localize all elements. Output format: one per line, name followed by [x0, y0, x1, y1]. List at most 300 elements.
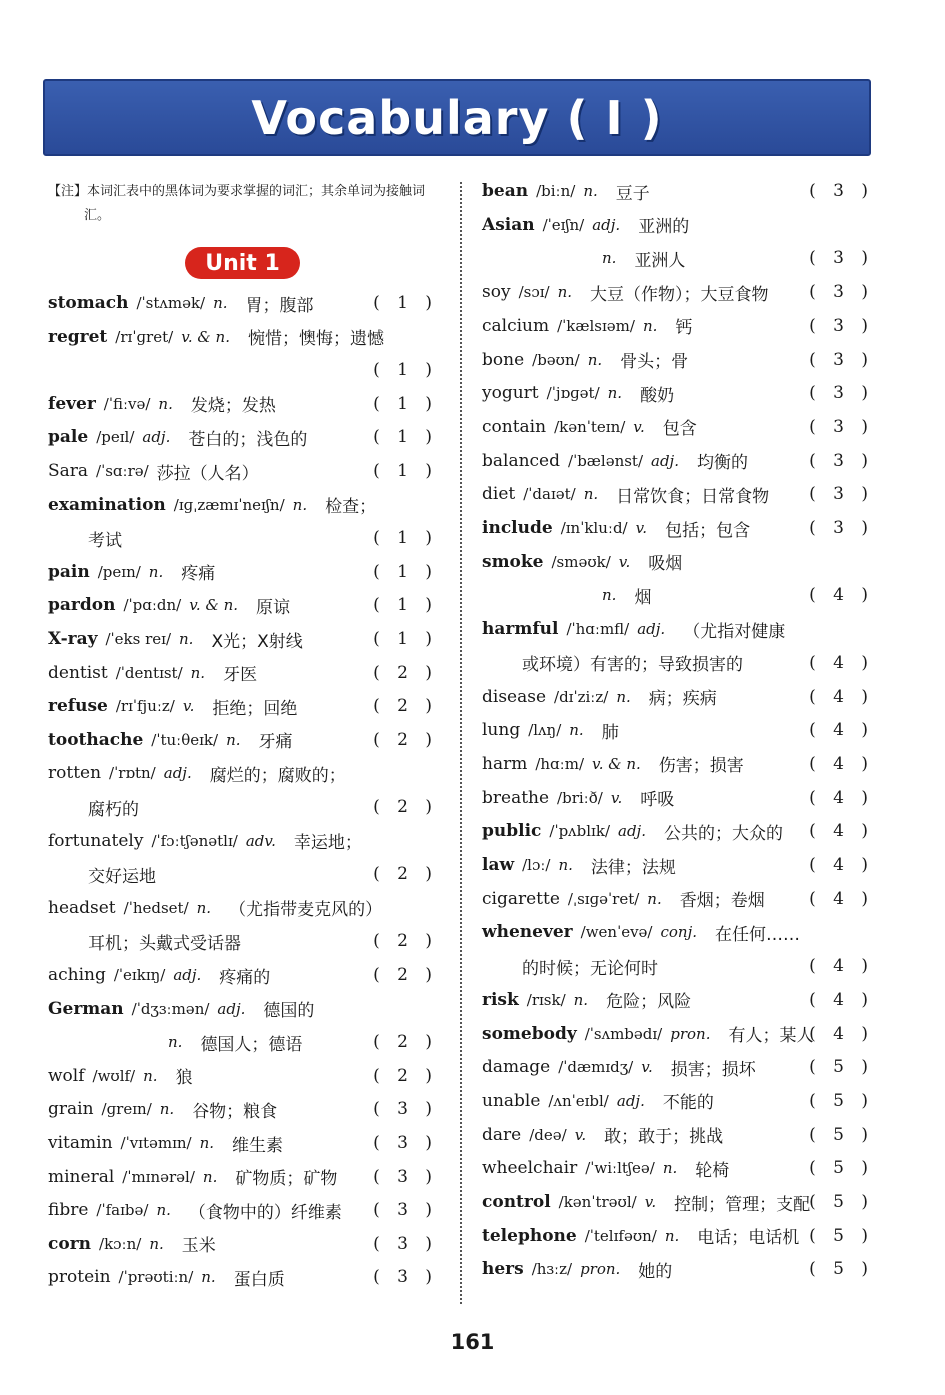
vocab-meaning: 幸运地；: [293, 833, 362, 854]
vocab-unit-ref: ( 1 ): [373, 528, 438, 549]
vocab-meaning: 包括；包含: [665, 520, 751, 541]
vocab-phonetic: /ˈprəʊtiːn/: [118, 1268, 194, 1287]
note-text: 【注】本词汇表中的黑体词为要求掌握的词汇；其余单词为接触词汇。: [48, 184, 426, 223]
vocab-meaning: 在任何……: [715, 924, 800, 945]
vocab-pos: adj.: [163, 764, 192, 783]
vocab-phonetic: /ˈrɒtn/: [109, 764, 156, 783]
vocab-phonetic: /ˈpʌblɪk/: [549, 822, 610, 841]
vocab-unit-ref: ( 4 ): [809, 821, 874, 842]
vocab-unit-ref: ( 5 ): [809, 1124, 874, 1145]
vocab-pos: v.: [618, 552, 631, 571]
vocab-pos: v.: [182, 697, 195, 716]
vocab-meaning: 均衡的: [696, 453, 748, 474]
vocab-phonetic: /lɔː/: [522, 856, 551, 874]
vocab-row: [482, 648, 874, 678]
vocab-phonetic: /ˈdaɪət/: [523, 485, 576, 504]
vocab-row: [482, 513, 874, 543]
vocab-pos: n.: [158, 394, 173, 413]
vocab-meaning: 腐烂的；腐败的；: [209, 765, 346, 786]
vocab-pos: n.: [226, 730, 241, 749]
vocab-meaning: 亚洲人: [634, 250, 686, 271]
vocab-pos: n.: [607, 384, 623, 403]
vocab-word: aching: [48, 965, 106, 985]
vocab-row: [482, 311, 874, 341]
vocab-phonetic: /ˈjɒɡət/: [546, 384, 600, 403]
vocab-word: control: [482, 1192, 551, 1212]
vocab-meaning: 亚洲的: [638, 217, 690, 238]
vocab-phonetic: /rɪˈɡret/: [115, 327, 174, 346]
title-banner: [43, 79, 871, 156]
vocab-unit-ref: ( 1 ): [373, 595, 438, 616]
vocab-word: headset: [48, 897, 116, 918]
vocab-phonetic: /sməʊk/: [551, 552, 611, 571]
vocab-word: Asian: [482, 214, 535, 235]
vocab-meaning: 法律；法规: [590, 857, 676, 878]
vocab-row: [48, 288, 438, 318]
vocab-row: [482, 850, 874, 880]
vocab-meaning: 酸奶: [640, 385, 675, 406]
vocab-phonetic: /ˈstʌmək/: [136, 294, 206, 312]
vocab-pos: v.: [610, 788, 623, 807]
vocab-meaning: 矿物质；矿物: [235, 1169, 338, 1190]
vocab-word: smoke: [482, 551, 544, 572]
vocab-phonetic: /ˈkælsɪəm/: [557, 316, 635, 335]
vocab-phonetic: /sɔɪ/: [518, 283, 550, 302]
vocab-phonetic: /hɜːz/: [531, 1260, 573, 1279]
vocab-phonetic: /bəʊn/: [532, 350, 580, 369]
vocab-word: rotten: [48, 763, 102, 784]
vocab-phonetic: /ˈvɪtəmɪn/: [120, 1134, 192, 1152]
vocab-meaning: 呼吸: [640, 790, 675, 811]
vocab-unit-ref: ( 2 ): [373, 864, 438, 885]
vocab-meaning: 钙: [675, 318, 693, 339]
vocab-row: [482, 951, 874, 981]
vocab-word: bean: [482, 181, 529, 201]
vocab-word: vitamin: [48, 1133, 113, 1153]
vocab-word: damage: [482, 1057, 551, 1078]
vocab-row: [482, 816, 874, 846]
vocab-row: [48, 355, 438, 385]
vocab-row: [482, 884, 874, 914]
vocab-pos: n.: [662, 1159, 678, 1178]
vocab-pos: n.: [199, 1134, 215, 1152]
vocab-word: somebody: [482, 1023, 577, 1044]
vocab-word: Sara: [48, 461, 89, 481]
vocab-word: mineral: [48, 1166, 115, 1187]
vocab-word: fortunately: [48, 830, 144, 851]
vocab-pos: conj.: [660, 923, 697, 942]
vocab-pos: n.: [159, 1100, 175, 1119]
vocab-unit-ref: ( 5 ): [809, 1057, 874, 1078]
vocab-word: dare: [482, 1124, 522, 1145]
vocab-word: examination: [48, 494, 166, 515]
vocab-unit-ref: ( 4 ): [809, 787, 874, 808]
vocab-unit-ref: ( 2 ): [373, 662, 438, 683]
vocab-meaning: 莎拉（人名）: [156, 463, 259, 484]
vocab-pos: n.: [201, 1268, 216, 1287]
vocab-phonetic: /ˈfiːvə/: [103, 394, 151, 413]
vocab-row: [48, 758, 438, 788]
vocab-phonetic: /ˈhedset/: [123, 898, 189, 917]
vocab-word: telephone: [482, 1225, 577, 1246]
vocab-row: [482, 749, 874, 779]
vocab-word: calcium: [482, 315, 550, 336]
vocab-meaning: 蛋白质: [233, 1269, 285, 1290]
vocab-pos: n.: [647, 889, 662, 908]
vocab-row: [48, 1061, 438, 1091]
vocab-meaning: 损害；损坏: [670, 1059, 756, 1080]
vocab-unit-ref: ( 5 ): [809, 1158, 874, 1179]
vocab-row: [48, 826, 438, 856]
column-divider: [460, 182, 462, 1304]
vocab-word: lung: [482, 720, 521, 741]
vocab-unit-ref: ( 4 ): [809, 686, 874, 707]
vocab-phonetic: /wenˈevə/: [580, 923, 653, 942]
vocab-row: [48, 960, 438, 990]
vocab-meaning: 拒绝；回绝: [212, 698, 298, 719]
vocab-phonetic: /briːð/: [557, 788, 603, 807]
vocab-phonetic: /deə/: [529, 1125, 567, 1144]
page-number: 161: [450, 1330, 495, 1354]
vocab-unit-ref: ( 5 ): [809, 1192, 874, 1212]
vocab-meaning: 维生素: [232, 1135, 284, 1156]
vocab-pos: adj.: [618, 822, 646, 841]
vocab-meaning: 吸烟: [648, 554, 683, 575]
vocab-phonetic: /peɪl/: [96, 428, 135, 447]
vocab-row: [48, 322, 438, 352]
vocab-meaning: 或环境）有害的；导致损害的: [522, 655, 743, 676]
vocab-unit-ref: ( 4 ): [809, 753, 874, 774]
vocab-unit-ref: ( 2 ): [373, 965, 438, 985]
vocab-meaning: 考试: [88, 530, 122, 551]
vocab-word: whenever: [482, 922, 573, 943]
vocab-row: [482, 277, 874, 307]
vocab-pos: n.: [148, 562, 164, 581]
vocab-pos: n.: [156, 1201, 171, 1220]
vocab-pos: n.: [292, 495, 308, 514]
vocab-row: [48, 994, 438, 1024]
vocab-phonetic: /ˈwiːltʃeə/: [585, 1159, 655, 1178]
vocab-word: pardon: [48, 595, 116, 616]
vocab-meaning: 敢；敢于；挑战: [604, 1127, 724, 1148]
vocab-unit-ref: ( 1 ): [373, 393, 438, 414]
vocab-unit-ref: ( 1 ): [373, 293, 438, 313]
vocab-meaning: 不能的: [662, 1093, 714, 1114]
vocab-unit-ref: ( 3 ): [809, 450, 874, 471]
vocab-word: yogurt: [482, 383, 539, 404]
vocab-pos: n.: [642, 316, 658, 335]
vocab-pos: n.: [616, 687, 631, 706]
vocab-word: protein: [48, 1267, 111, 1288]
vocab-pos: n.: [179, 630, 194, 648]
vocab-phonetic: /biːn/: [536, 182, 576, 200]
vocab-phonetic: /ˈeɪkɪŋ/: [113, 966, 166, 984]
vocab-row: [482, 1086, 874, 1116]
vocab-pos: adj.: [592, 215, 621, 234]
unit-badge: Unit 1: [185, 247, 300, 279]
vocab-meaning: 大豆（作物）；大豆食物: [590, 284, 769, 305]
vocab-row: [48, 590, 438, 620]
vocab-phonetic: /ˈdæmɪdʒ/: [558, 1058, 634, 1077]
vocab-unit-ref: ( 5 ): [809, 1090, 874, 1111]
vocab-row: [482, 715, 874, 745]
vocab-pos: v.: [633, 417, 645, 436]
vocab-phonetic: /ˈpɑːdn/: [123, 596, 182, 615]
vocab-pos: v.: [641, 1058, 653, 1077]
vocab-unit-ref: ( 3 ): [373, 1233, 438, 1254]
vocab-row: [48, 893, 438, 923]
vocab-meaning: 有人；某人: [728, 1026, 814, 1046]
vocab-unit-ref: ( 4 ): [809, 855, 874, 875]
vocab-phonetic: /ɡreɪn/: [101, 1100, 152, 1119]
vocab-word: X-ray: [48, 629, 98, 649]
vocab-unit-ref: ( 2 ): [373, 1032, 438, 1053]
vocab-phonetic: /ˈmɪnərəl/: [122, 1167, 195, 1186]
vocab-row: [482, 446, 874, 476]
vocab-pos: n.: [168, 1033, 183, 1052]
vocab-meaning: 公共的；大众的: [663, 823, 783, 844]
vocab-pos: n.: [587, 350, 603, 369]
vocab-meaning: 狼: [175, 1068, 193, 1089]
vocab-row: [48, 389, 438, 419]
vocab-phonetic: /ˈsɑːrə/: [96, 462, 149, 480]
vocab-row: [482, 243, 874, 273]
vocab-row: [482, 1221, 874, 1251]
vocab-row: [48, 1262, 438, 1292]
vocab-phonetic: /kənˈteɪn/: [554, 417, 626, 436]
vocab-row: [48, 1094, 438, 1124]
vocab-phonetic: /peɪn/: [97, 562, 141, 581]
vocab-pos: v. & n.: [189, 596, 238, 615]
vocab-meaning: 惋惜；懊悔；遗憾: [247, 329, 384, 350]
vocab-unit-ref: ( 3 ): [373, 1267, 438, 1288]
vocab-phonetic: /ˈtelɪfəʊn/: [584, 1226, 657, 1245]
vocab-row: [482, 985, 874, 1015]
vocab-pos: n.: [558, 856, 573, 874]
vocab-row: [482, 682, 874, 712]
vocab-pos: v.: [574, 1125, 587, 1144]
vocab-unit-ref: ( 5 ): [809, 1259, 874, 1280]
vocab-unit-ref: ( 1 ): [373, 360, 438, 381]
vocab-row: [48, 691, 438, 721]
vocab-meaning: 牙医: [223, 665, 258, 686]
vocab-meaning: 包含: [662, 419, 697, 440]
vocab-meaning: 烟: [634, 587, 652, 608]
vocab-unit-ref: ( 3 ): [373, 1166, 438, 1187]
vocab-pos: n.: [557, 283, 573, 302]
vocab-row: [48, 624, 438, 654]
vocab-meaning: 豆子: [615, 183, 650, 204]
vocab-row: [482, 917, 874, 947]
vocab-word: wheelchair: [482, 1158, 578, 1179]
vocab-pos: n.: [190, 663, 206, 682]
vocab-unit-ref: ( 3 ): [809, 383, 874, 404]
vocab-meaning: （尤指带麦克风的）: [229, 900, 383, 921]
vocab-meaning: 香烟；卷烟: [679, 891, 765, 912]
vocab-word: pain: [48, 561, 90, 582]
vocab-unit-ref: ( 1 ): [373, 461, 438, 481]
vocab-phonetic: /ˈfaɪbə/: [96, 1201, 149, 1220]
vocab-pos: v.: [635, 519, 648, 537]
vocab-row: [482, 547, 874, 577]
vocab-meaning: 控制；管理；支配: [674, 1194, 811, 1215]
vocab-word: hers: [482, 1259, 524, 1280]
vocab-meaning: 疼痛: [181, 564, 216, 585]
vocab-pos: n.: [149, 1234, 164, 1253]
vocab-unit-ref: ( 3 ): [373, 1200, 438, 1221]
vocab-unit-ref: ( 3 ): [809, 181, 874, 201]
vocab-unit-ref: ( 4 ): [809, 956, 874, 977]
vocab-pos: pron.: [670, 1024, 711, 1043]
vocab-phonetic: /ˈbælənst/: [568, 451, 644, 470]
vocab-word: toothache: [48, 729, 144, 750]
vocab-phonetic: /ˈtuːθeɪk/: [151, 730, 219, 749]
vocab-row: [482, 210, 874, 240]
vocab-word: contain: [482, 416, 547, 437]
vocab-word: wolf: [48, 1065, 85, 1086]
vocab-word: public: [482, 821, 542, 842]
vocab-word: fibre: [48, 1200, 89, 1221]
vocab-pos: pron.: [580, 1260, 621, 1279]
vocab-meaning: 耳机；头戴式受话器: [88, 933, 241, 954]
vocab-unit-ref: ( 4 ): [809, 989, 874, 1010]
vocab-meaning: 德国的: [263, 1001, 315, 1022]
vocab-row: [48, 926, 438, 956]
vocab-word: include: [482, 518, 553, 538]
vocab-word: risk: [482, 989, 519, 1010]
vocab-phonetic: /ɪɡˌzæmɪˈneɪʃn/: [173, 495, 285, 514]
vocab-meaning: 日常饮食；日常食物: [616, 486, 770, 507]
vocab-row: [482, 1052, 874, 1082]
vocab-row: [482, 783, 874, 813]
vocab-word: dentist: [48, 662, 108, 683]
vocab-word: pale: [48, 427, 89, 448]
vocab-pos: n.: [143, 1066, 158, 1085]
vocab-pos: adv.: [245, 831, 276, 850]
vocab-row: [48, 1229, 438, 1259]
vocab-pos: n.: [202, 1167, 218, 1186]
vocab-meaning: 原谅: [256, 597, 290, 618]
vocab-unit-ref: ( 2 ): [373, 931, 438, 952]
vocab-phonetic: /lʌŋ/: [528, 721, 562, 740]
vocab-word: harm: [482, 753, 528, 774]
vocab-unit-ref: ( 1 ): [373, 561, 438, 582]
vocab-row: [482, 378, 874, 408]
vocab-pos: v. & n.: [592, 754, 641, 773]
vocab-pos: adj.: [173, 966, 202, 984]
vocab-row: [482, 176, 874, 206]
vocab-meaning: 她的: [638, 1261, 673, 1282]
vocab-phonetic: /dɪˈziːz/: [554, 687, 609, 706]
vocab-unit-ref: ( 3 ): [809, 484, 874, 505]
vocab-row: [482, 1254, 874, 1284]
vocab-row: [482, 614, 874, 644]
vocab-pos: adj.: [616, 1091, 645, 1110]
vocab-unit-ref: ( 3 ): [373, 1099, 438, 1120]
vocab-unit-ref: ( 3 ): [373, 1133, 438, 1153]
vocab-row: [482, 1153, 874, 1183]
vocab-phonetic: /ˌsɪɡəˈret/: [567, 889, 640, 908]
vocab-unit-ref: ( 2 ): [373, 797, 438, 817]
vocab-meaning: 交好运地: [88, 866, 156, 887]
vocab-meaning: 肺: [601, 722, 619, 743]
vocab-meaning: 苍白的；浅色的: [188, 429, 308, 450]
vocab-unit-ref: ( 4 ): [809, 1023, 874, 1044]
vocab-pos: n.: [602, 586, 617, 605]
vocab-pos: v. & n.: [181, 327, 230, 346]
vocab-phonetic: /kɔːn/: [99, 1234, 142, 1253]
vocab-row: [482, 580, 874, 610]
vocab-phonetic: /ˈeks reɪ/: [105, 630, 172, 648]
vocab-word: cigarette: [482, 888, 560, 909]
vocab-phonetic: /ˈsʌmbədɪ/: [584, 1024, 663, 1043]
vocab-meaning: 轮椅: [695, 1160, 730, 1181]
vocab-row: [48, 557, 438, 587]
vocab-meaning: 胃；腹部: [245, 295, 314, 316]
vocab-meaning: 牙痛: [258, 732, 293, 753]
vocab-row: [48, 523, 438, 553]
vocab-word: grain: [48, 1099, 94, 1120]
vocab-phonetic: /rɪsk/: [526, 990, 566, 1009]
vocab-pos: n.: [569, 721, 584, 740]
vocab-meaning: 腐朽的: [88, 799, 139, 820]
vocab-meaning: （尤指对健康: [683, 621, 786, 642]
vocab-word: unable: [482, 1090, 541, 1111]
vocab-unit-ref: ( 3 ): [809, 282, 874, 303]
vocab-phonetic: /rɪˈfjuːz/: [115, 697, 175, 716]
vocab-pos: adj.: [651, 451, 679, 470]
vocab-word: harmful: [482, 619, 559, 640]
vocab-word: German: [48, 998, 124, 1019]
vocab-row: [48, 490, 438, 520]
vocab-meaning: 骨头；骨: [620, 352, 689, 372]
vocab-meaning: 发烧；发热: [190, 396, 276, 417]
vocab-row: [482, 479, 874, 509]
vocab-unit-ref: ( 1 ): [373, 629, 438, 649]
vocab-unit-ref: ( 3 ): [809, 349, 874, 370]
vocab-phonetic: /ʌnˈeɪbl/: [548, 1091, 609, 1110]
vocab-meaning: （食物中的）纤维素: [188, 1202, 342, 1223]
vocab-meaning: 病；疾病: [648, 689, 717, 709]
vocab-unit-ref: ( 5 ): [809, 1225, 874, 1246]
vocab-word: law: [482, 855, 515, 875]
vocab-word: regret: [48, 326, 108, 347]
vocab-phonetic: /ˈdʒɜːmən/: [131, 999, 210, 1018]
vocab-row: [482, 1120, 874, 1150]
vocab-pos: n.: [664, 1226, 680, 1245]
vocab-row: [48, 1128, 438, 1158]
vocab-pos: adj.: [217, 999, 246, 1018]
vocab-phonetic: /ˈfɔːtʃənətlɪ/: [151, 831, 238, 850]
vocab-meaning: 的时候；无论何时: [522, 958, 658, 979]
vocab-phonetic: /wʊlf/: [92, 1066, 136, 1085]
vocab-meaning: 玉米: [181, 1236, 216, 1257]
vocab-pos: adj.: [142, 428, 171, 447]
vocab-pos: n.: [213, 294, 228, 312]
vocab-row: [482, 345, 874, 375]
vocab-pos: n.: [583, 182, 598, 200]
vocab-phonetic: /ˈeɪʃn/: [542, 215, 585, 234]
vocab-pos: n.: [583, 485, 599, 504]
vocab-row: [482, 1019, 874, 1049]
vocab-row: [48, 456, 438, 486]
vocab-pos: n.: [573, 990, 589, 1009]
page-title: Vocabulary ( I ): [251, 90, 663, 145]
vocab-pos: n.: [602, 249, 617, 268]
vocab-phonetic: /ɪnˈkluːd/: [560, 519, 628, 537]
vocab-word: stomach: [48, 293, 129, 313]
vocab-row: [48, 859, 438, 889]
